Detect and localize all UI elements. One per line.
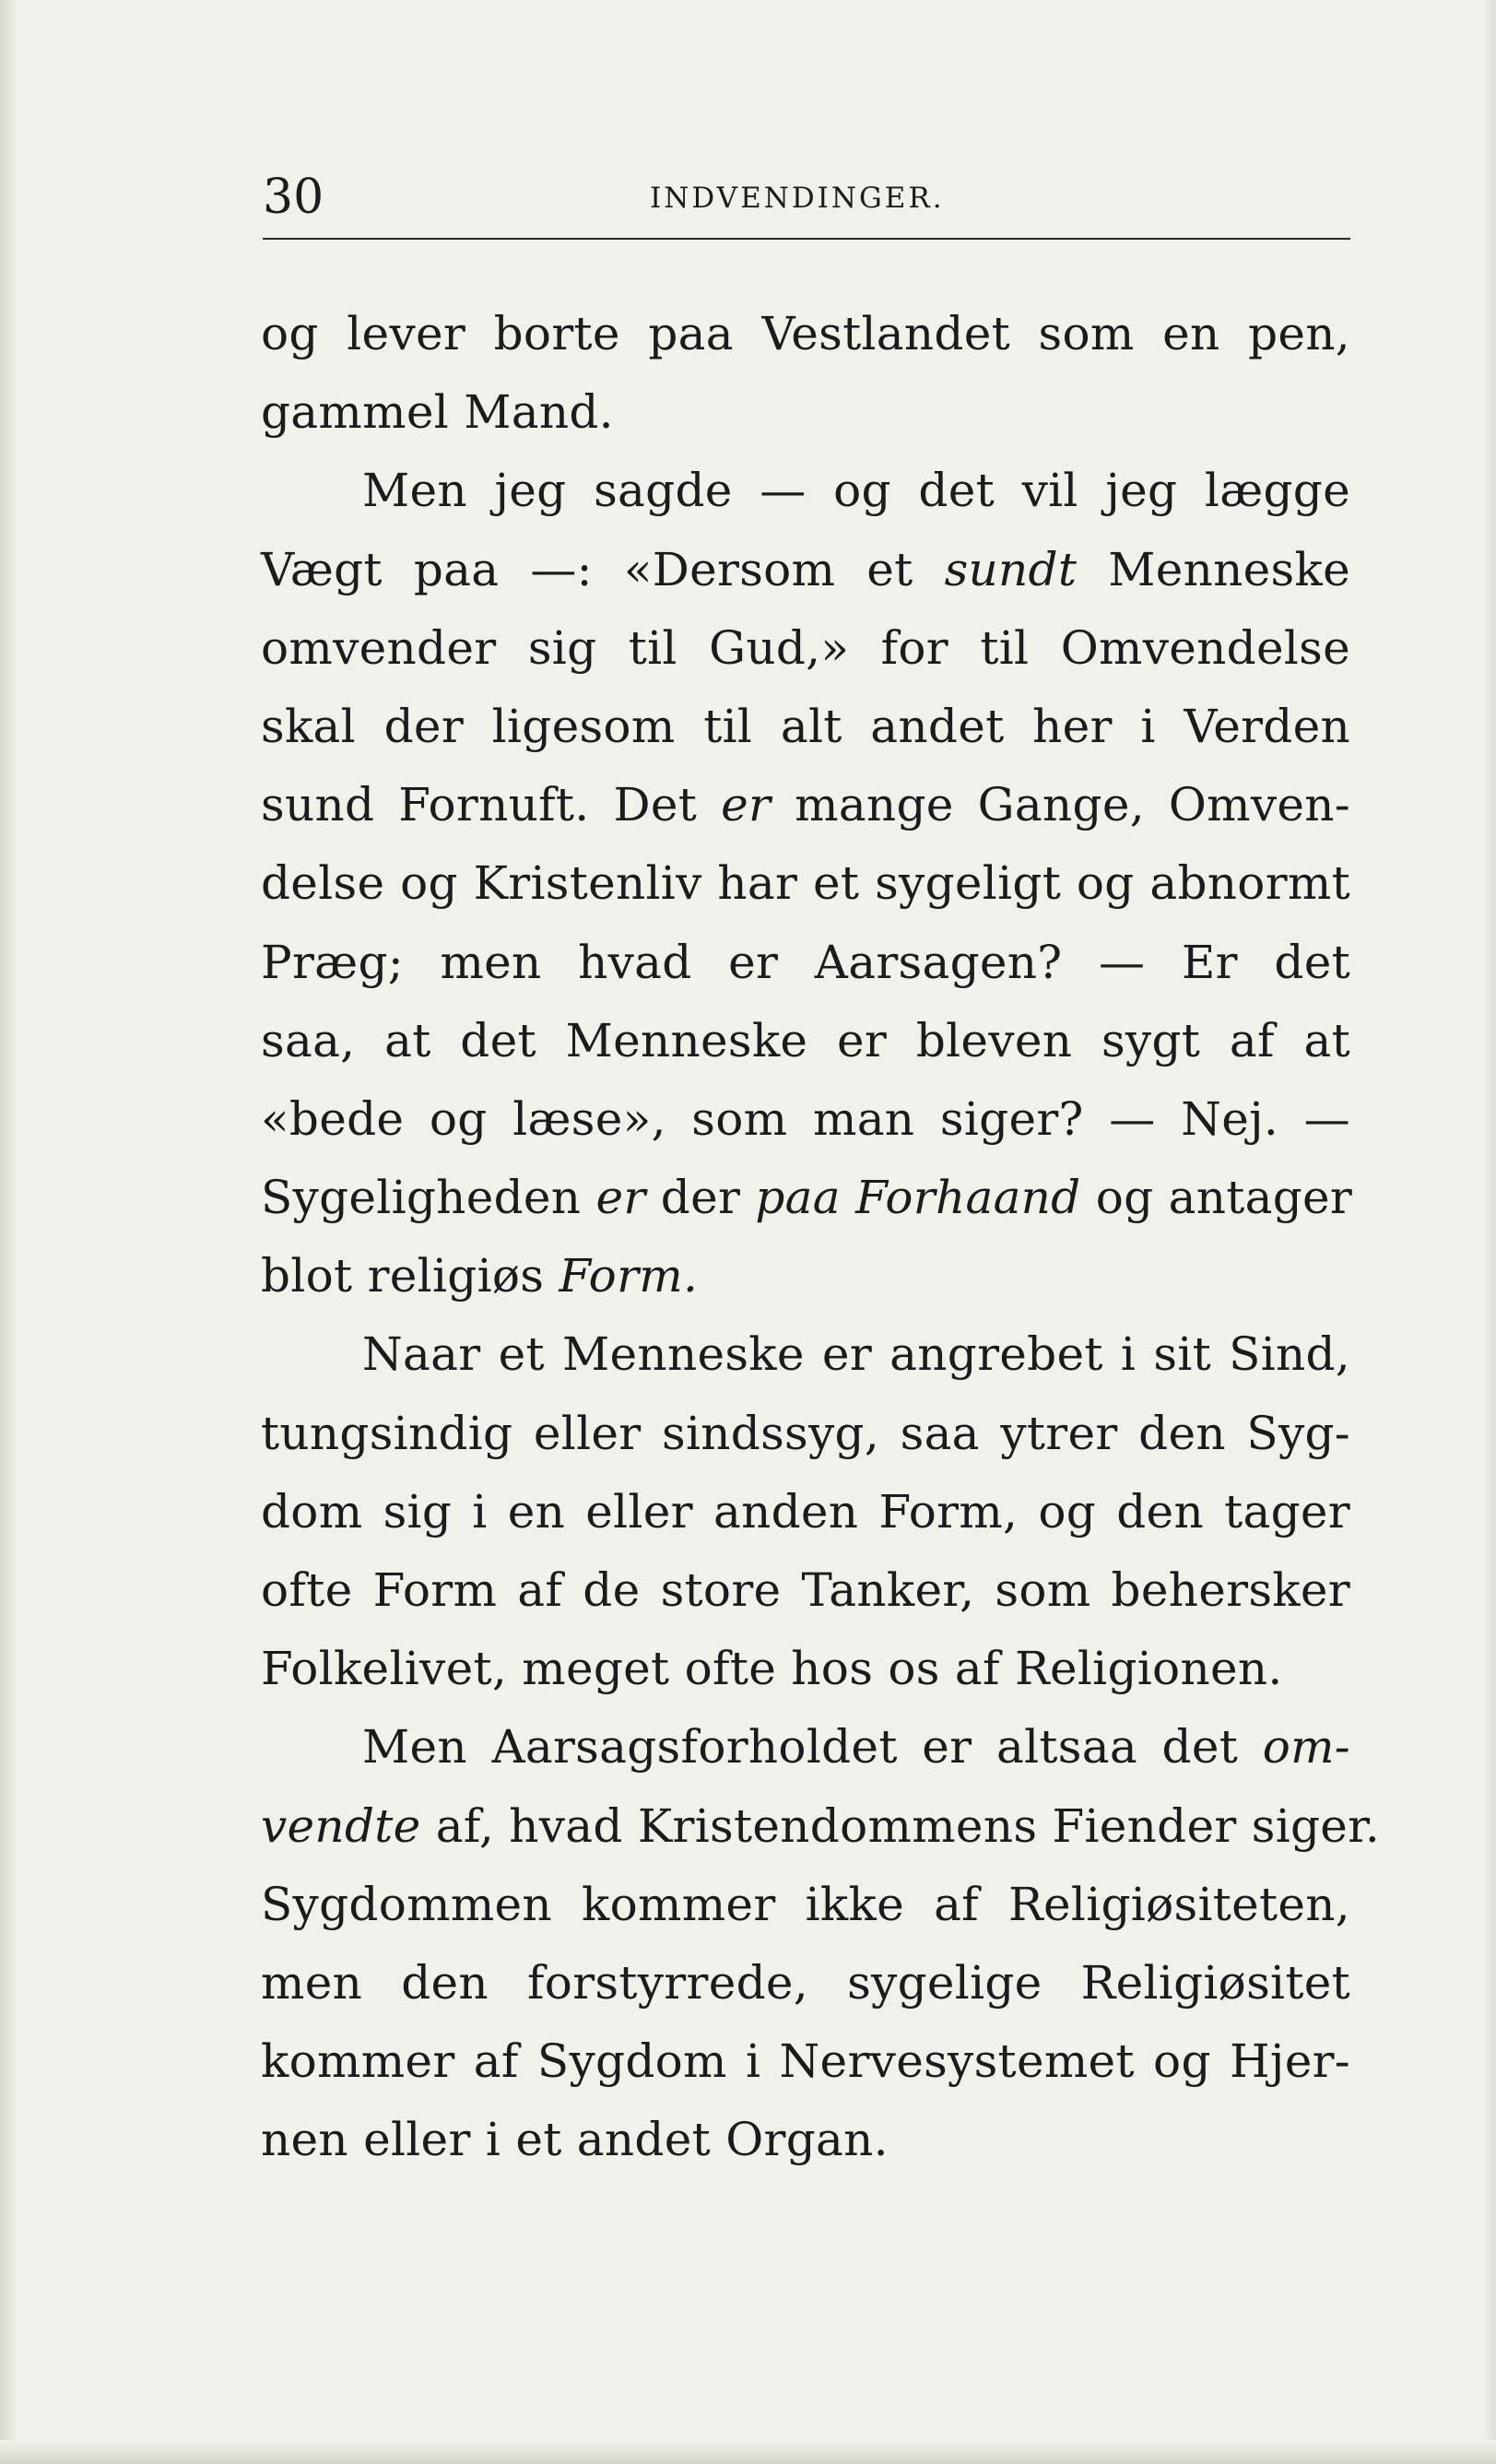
text-run: der <box>645 1171 756 1225</box>
text-run: Men Aarsagsforholdet er altsaa det <box>362 1720 1263 1774</box>
text-run: mange Gange, Omven- <box>771 778 1351 832</box>
text-line <box>261 1002 1350 1080</box>
text-line <box>261 1473 1350 1551</box>
text-run: tungsindig eller sindssyg, saa ytrer den Syg- <box>261 1406 1350 1460</box>
text-run: skal der ligesom til alt andet her i Verden <box>261 699 1350 753</box>
text-line <box>261 1944 1350 2022</box>
text-run: og lever borte paa Vestlandet som en pen, <box>261 307 1350 360</box>
text-line <box>261 452 1350 530</box>
page-edge-bottom <box>0 2440 1496 2464</box>
italic-text: paa Forhaand <box>755 1171 1081 1225</box>
text-run: Sygeligheden <box>261 1171 596 1225</box>
running-head: INDVENDINGER. <box>650 182 945 215</box>
text-line <box>261 1787 1381 1866</box>
text-run: saa, at det Menneske er bleven sygt af at <box>261 1013 1350 1067</box>
body-text <box>261 295 1381 2180</box>
text-run: blot religiøs <box>261 1249 560 1303</box>
text-line <box>261 609 1350 688</box>
text-line <box>261 1159 1353 1237</box>
paragraph <box>261 295 1350 452</box>
paragraph <box>261 1708 1381 2179</box>
text-run: Præg; men hvad er Aarsagen? — Er det <box>261 935 1350 989</box>
italic-text: sundt <box>944 542 1078 596</box>
italic-text: vendte <box>261 1798 421 1853</box>
text-run: dom sig i en eller anden Form, og den tager <box>261 1484 1350 1539</box>
italic-text: er <box>595 1171 646 1225</box>
text-run: Menneske <box>1077 542 1351 596</box>
text-line <box>261 1080 1350 1159</box>
italic-text: om- <box>1262 1720 1350 1774</box>
paragraph <box>261 1315 1350 1708</box>
text-line <box>261 1630 1350 1708</box>
text-line <box>261 1315 1350 1394</box>
text-run: Sygdommen kommer ikke af Religiøsiteten, <box>261 1877 1350 1931</box>
text-line <box>261 766 1350 844</box>
page-number: 30 <box>263 170 324 225</box>
text-run: og antager <box>1080 1171 1353 1225</box>
text-line <box>261 688 1350 766</box>
text-run: omvender sig til Gud,» for til Omvendelse <box>261 620 1350 675</box>
text-run: nen eller i et andet Organ. <box>261 2113 889 2167</box>
text-run: delse og Kristenliv har et sygeligt og abnormt <box>261 856 1350 911</box>
text-run: Men jeg sagde — og det vil jeg lægge <box>362 464 1350 518</box>
text-run: Naar et Menneske er angrebet i sit Sind, <box>362 1327 1350 1382</box>
text-line <box>261 1551 1350 1630</box>
text-run: kommer af Sygdom i Nervesystemet og Hjer- <box>261 2034 1350 2089</box>
italic-text: er <box>721 778 772 832</box>
text-line <box>261 373 1350 452</box>
paragraph <box>261 452 1353 1315</box>
text-line <box>261 531 1350 609</box>
text-run: Vægt paa —: «Dersom et <box>261 542 945 596</box>
text-line <box>261 1708 1350 1786</box>
text-line <box>261 924 1350 1002</box>
page-edge-left <box>0 0 17 2464</box>
text-line <box>261 1395 1350 1473</box>
text-line <box>261 295 1350 373</box>
text-run: men den forstyrrede, sygelige Religiøsitet <box>261 1955 1350 2010</box>
text-line <box>261 1866 1350 1944</box>
header-rule <box>263 238 1350 240</box>
page-edge-right <box>1483 0 1496 2464</box>
text-line <box>261 844 1350 923</box>
page-header <box>263 164 1350 238</box>
text-run: Folkelivet, meget ofte hos os af Religionen. <box>261 1642 1283 1696</box>
text-line <box>261 2022 1350 2101</box>
text-line <box>261 1237 1350 1315</box>
text-run: «bede og læse», som man siger? — Nej. — <box>261 1091 1350 1146</box>
italic-text: Form. <box>559 1249 699 1303</box>
text-run: gammel Mand. <box>261 385 614 440</box>
text-run: sund Fornuft. Det <box>261 778 722 832</box>
text-line <box>261 2101 1350 2179</box>
text-run: ofte Form af de store Tanker, som behersker <box>261 1563 1350 1617</box>
text-run: af, hvad Kristendommens Fiender siger. <box>420 1798 1381 1853</box>
